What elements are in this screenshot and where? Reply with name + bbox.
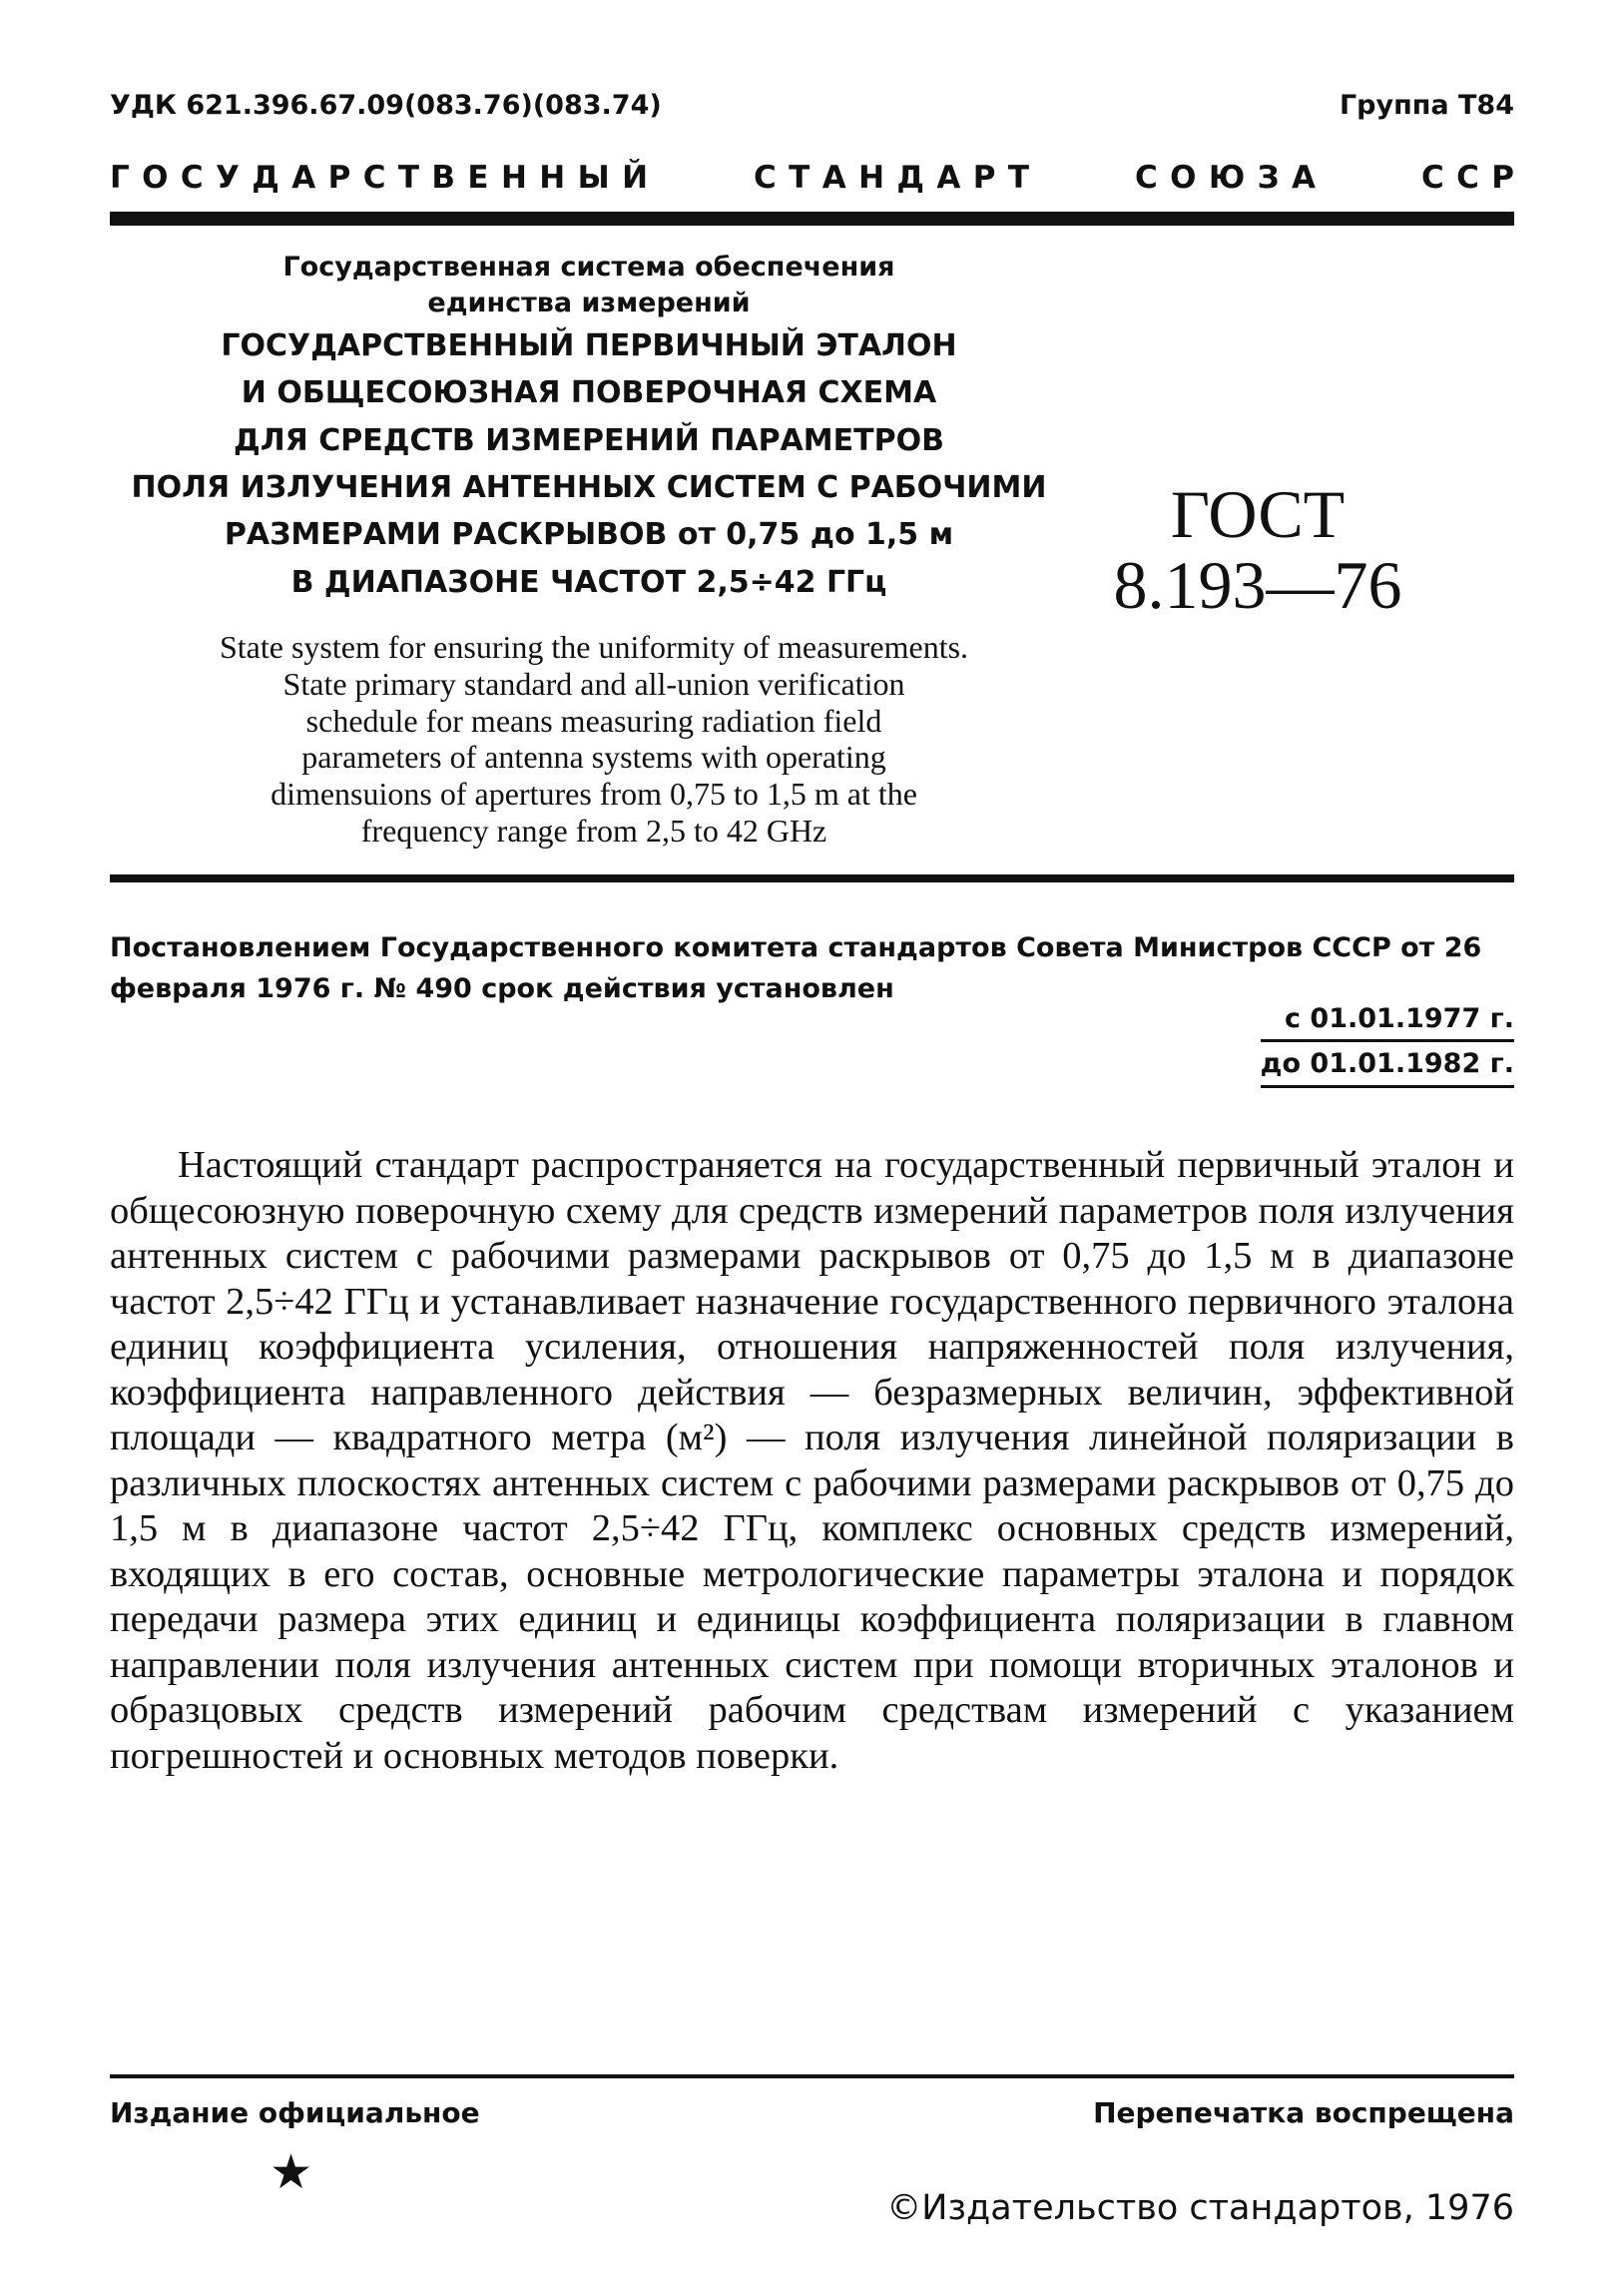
title-subtitle: единства измерений — [427, 287, 751, 319]
copyright-line: ©Издательство стандартов, 1976 — [886, 2188, 1514, 2228]
banner-word: С С Р — [1420, 160, 1514, 196]
banner-word: Г О С У Д А Р С Т В Е Н Н Ы Й — [110, 160, 649, 196]
english-title-line: State system for ensuring the uniformity of measurements. — [219, 629, 969, 665]
english-title-line: parameters of antenna systems with operating — [301, 739, 886, 776]
udk-code: УДК 621.396.67.09(083.76)(083.74) — [110, 90, 662, 121]
english-title-line: schedule for means measuring radiation field — [305, 702, 882, 739]
title-line: ДЛЯ СРЕДСТВ ИЗМЕРЕНИЙ ПАРАМЕТРОВ — [234, 422, 944, 458]
title-subtitle: Государственная система обеспечения — [282, 252, 895, 283]
reprint-forbidden-label: Перепечатка воспрещена — [1093, 2096, 1514, 2129]
footer-divider — [110, 2074, 1514, 2078]
english-title-line: State primary standard and all-union verification — [282, 665, 905, 702]
english-title-line: frequency range from 2,5 to 42 GHz — [360, 812, 827, 849]
title-line: ГОСУДАРСТВЕННЫЙ ПЕРВИЧНЫЙ ЭТАЛОН — [221, 327, 957, 363]
title-line: В ДИАПАЗОНЕ ЧАСТОТ 2,5÷42 ГГц — [290, 564, 887, 600]
gost-label: ГОСТ — [1170, 476, 1346, 552]
banner-word: С Т А Н Д А Р Т — [754, 160, 1030, 196]
document-title — [100, 250, 1078, 606]
validity-dates — [1261, 1003, 1514, 1094]
state-standard-banner — [110, 160, 1514, 196]
decree-text: Постановлением Государственного комитета стандартов Совета Министров СССР от 26 февраля 1976 г. № 490 срок действия установлен — [110, 932, 1482, 1004]
gost-number: 8.193—76 — [1113, 547, 1402, 624]
gost-designation — [1108, 476, 1407, 624]
group-code: Группа Т84 — [1339, 90, 1514, 121]
title-line: РАЗМЕРАМИ РАСКРЫВОВ от 0,75 до 1,5 м — [224, 517, 954, 553]
english-title — [100, 629, 1088, 850]
title-line: ПОЛЯ ИЗЛУЧЕНИЯ АНТЕННЫХ СИСТЕМ С РАБОЧИМИ — [131, 470, 1047, 506]
body-paragraph: Настоящий стандарт распространяется на государственный первичный эталон и общесоюзную поверочную схему для средств измерений параметров поля излучения антенных систем с рабочими размерами раскрывов от 0,75 до 1,5 м в диапазоне частот 2,5÷42 ГГц и устанавливает назначение государственного первичного эталона единиц коэффициента усиления, отношения напряженностей поля излучения, коэффициента направленного действия — безразмерных величин, эффективной площади — квадратного метра (м²) — поля излучения линейной поляризации в различных плоскостях антенных систем с рабочими размерами раскрывов от 0,75 до 1,5 м в диапазоне частот 2,5÷42 ГГц, комплекс основных средств измерений, входящих в его состав, основные метрологические параметры эталона и порядок передачи размера этих единиц и единицы коэффициента поляризации в главном направлении поля излучения антенных систем при помощи вторичных эталонов и образцовых средств измерений рабочим средствам измерений с указанием погрешностей и основных методов поверки. — [110, 1144, 1514, 1777]
official-edition-label: Издание официальное — [110, 2096, 480, 2129]
title-line: И ОБЩЕСОЮЗНАЯ ПОВЕРОЧНАЯ СХЕМА — [241, 375, 937, 411]
date-from: с 01.01.1977 г. — [1261, 1003, 1514, 1042]
english-title-line: dimensuions of apertures from 0,75 to 1,5 m at the — [271, 776, 917, 813]
date-to: до 01.01.1982 г. — [1261, 1048, 1514, 1087]
top-divider — [110, 212, 1514, 226]
star-icon: ★ — [270, 2144, 313, 2200]
middle-divider — [110, 874, 1514, 882]
banner-word: С О Ю З А — [1134, 160, 1317, 196]
